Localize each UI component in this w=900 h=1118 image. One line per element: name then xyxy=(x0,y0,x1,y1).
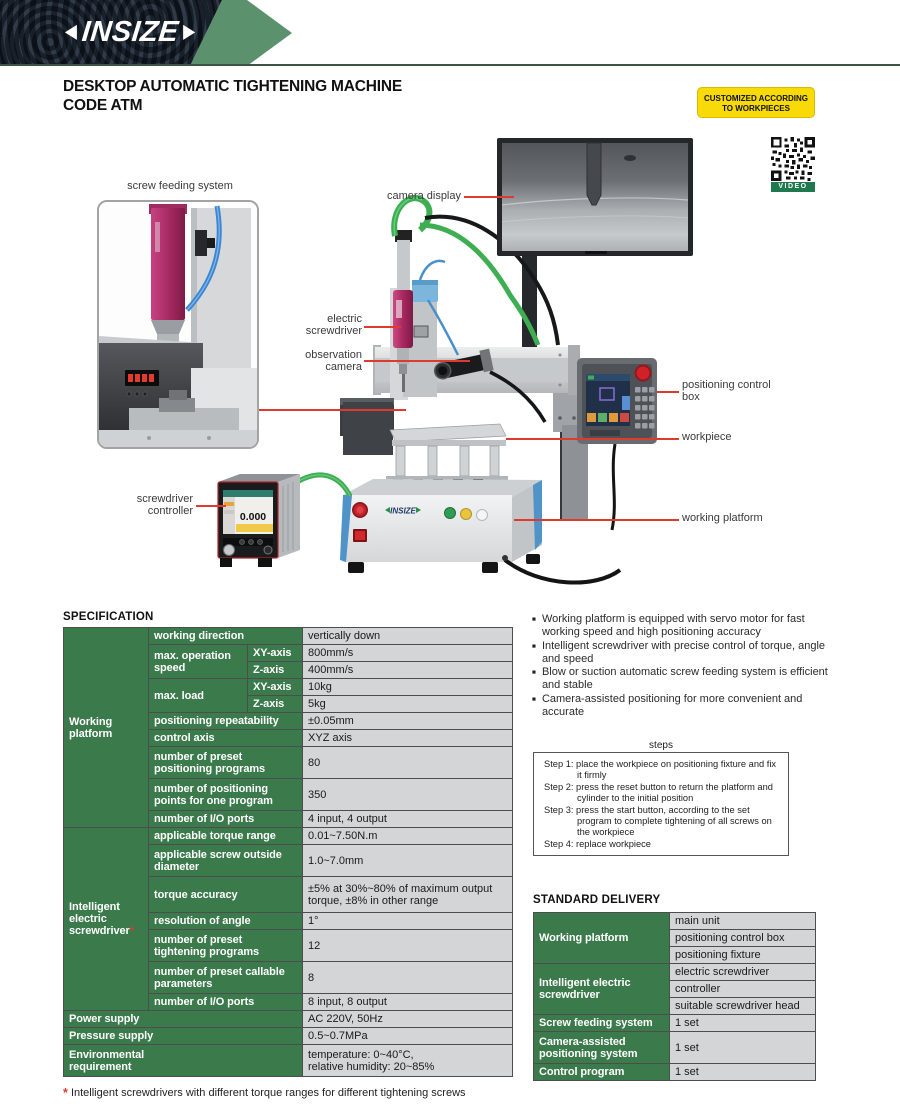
delivery-item: suitable screwdriver head xyxy=(670,998,816,1015)
spec-value: 4 input, 4 output xyxy=(303,811,513,828)
screwdriver-controller-graphic xyxy=(218,474,350,567)
spec-label: number of preset positioning programs xyxy=(149,747,303,779)
feature-text: Blow or suction automatic screw feeding system is efficient and stable xyxy=(541,666,828,691)
feature-item xyxy=(532,640,832,666)
product-figure xyxy=(90,130,810,600)
env-value-line1: temperature: 0~40°C, xyxy=(308,1048,414,1061)
spec-label: positioning repeatability xyxy=(149,713,303,730)
spec-value: 8 input, 8 output xyxy=(303,994,513,1011)
feature-text: Camera-assisted positioning for more convenient and accurate xyxy=(541,692,803,718)
spec-value: AC 220V, 50Hz xyxy=(303,1011,513,1028)
positioning-control-box-graphic xyxy=(577,358,657,530)
leader-screw-feeding-inset xyxy=(259,409,406,411)
delivery-item: main unit xyxy=(670,913,816,930)
delivery-item: positioning control box xyxy=(670,930,816,947)
leader-working-platform xyxy=(514,519,679,521)
spec-value: 0.5~0.7MPa xyxy=(303,1028,513,1045)
feature-item xyxy=(532,613,832,639)
callout-working-platform: working platform xyxy=(682,512,763,524)
step-item: Step 4: replace workpiece xyxy=(544,838,651,849)
page-title xyxy=(63,78,402,115)
spec-label: torque accuracy xyxy=(149,877,303,913)
standard-delivery-table xyxy=(533,912,816,1081)
spec-label-environment xyxy=(64,1045,303,1077)
spec-label-power-supply: Power supply xyxy=(64,1011,303,1028)
standard-delivery-title: STANDARD DELIVERY xyxy=(533,894,661,906)
delivery-item: controller xyxy=(670,981,816,998)
leader-positioning-control-box xyxy=(657,391,679,393)
env-value-line2: relative humidity: 20~85% xyxy=(308,1060,435,1073)
callout-observation-camera: observation camera xyxy=(305,349,362,373)
workpiece-fixture xyxy=(386,424,508,488)
screw-feeding-inset-image xyxy=(97,200,259,449)
brand-logo xyxy=(60,16,200,49)
spec-label: working direction xyxy=(149,628,303,645)
spec-value: 0.01~7.50N.m xyxy=(303,828,513,845)
spec-value: 1.0~7.0mm xyxy=(303,845,513,877)
env-label-line1: Environmental xyxy=(69,1048,145,1061)
spec-value: 400mm/s xyxy=(303,662,513,679)
camera-display-graphic xyxy=(497,138,693,256)
spec-label: number of I/O ports xyxy=(149,811,303,828)
bullet-icon: ■ xyxy=(532,616,536,623)
delivery-label: Camera-assisted positioning system xyxy=(534,1032,670,1064)
delivery-value: 1 set xyxy=(670,1015,816,1032)
spec-label: number of I/O ports xyxy=(149,994,303,1011)
bullet-icon: ■ xyxy=(532,642,536,650)
delivery-item: positioning fixture xyxy=(670,947,816,964)
badge-line2: TO WORKPIECES xyxy=(722,104,790,113)
spec-label: max. operation speed xyxy=(149,645,248,679)
spec-value: 800mm/s xyxy=(303,645,513,662)
footnote xyxy=(63,1086,466,1100)
feature-item xyxy=(532,666,832,692)
callout-workpiece: workpiece xyxy=(682,431,732,443)
delivery-group-screwdriver: Intelligent electric screwdriver xyxy=(534,964,670,1015)
steps-title: steps xyxy=(649,740,673,751)
bullet-icon: ■ xyxy=(532,669,536,676)
badge-line1: CUSTOMIZED ACCORDING xyxy=(704,94,808,103)
spec-value-environment xyxy=(303,1045,513,1077)
spec-value: 5kg xyxy=(303,696,513,713)
spec-value: 1° xyxy=(303,913,513,930)
logo-right-arrow-icon: ► xyxy=(179,18,200,46)
step-item: Step 2: press the reset button to return the platform and cylinder to the initial position xyxy=(544,781,773,804)
feature-text: Working platform is equipped with servo motor for fast working speed and high positioning accuracy xyxy=(541,613,805,638)
spec-value: ±5% at 30%~80% of maximum output torque, ±8% in other range xyxy=(303,877,513,913)
asterisk-mark: * xyxy=(63,1086,68,1100)
spec-value: 12 xyxy=(303,930,513,962)
spec-value: ±0.05mm xyxy=(303,713,513,730)
delivery-value: 1 set xyxy=(670,1064,816,1081)
delivery-item: electric screwdriver xyxy=(670,964,816,981)
spec-label-pressure-supply: Pressure supply xyxy=(64,1028,303,1045)
steps-box xyxy=(533,752,789,856)
spec-value: 350 xyxy=(303,779,513,811)
spec-group-working-platform: Working platform xyxy=(64,628,149,828)
spec-value: 8 xyxy=(303,962,513,994)
customized-badge xyxy=(697,87,815,118)
callout-electric-screwdriver: electric screwdriver xyxy=(305,313,362,337)
screw-feeding-illustration xyxy=(99,202,257,447)
spec-group-text: Intelligent electric screwdriver xyxy=(69,901,130,937)
header-divider xyxy=(0,64,900,66)
leader-camera-display xyxy=(464,196,514,198)
delivery-label: Screw feeding system xyxy=(534,1015,670,1032)
spec-sublabel: XY-axis xyxy=(248,679,303,696)
controller-display-value: 0.000 xyxy=(239,511,267,523)
brand-name: INSIZE xyxy=(80,16,180,48)
spec-value: 10kg xyxy=(303,679,513,696)
spec-value: vertically down xyxy=(303,628,513,645)
spec-label: applicable screw outside diameter xyxy=(149,845,303,877)
leader-workpiece xyxy=(506,438,679,440)
spec-sublabel: Z-axis xyxy=(248,662,303,679)
delivery-value: 1 set xyxy=(670,1032,816,1064)
specification-table xyxy=(63,627,513,1077)
leader-electric-screwdriver xyxy=(364,326,401,328)
spec-label: resolution of angle xyxy=(149,913,303,930)
spec-label: number of positioning points for one program xyxy=(149,779,303,811)
spec-value: 80 xyxy=(303,747,513,779)
page-title-line2: CODE ATM xyxy=(63,96,143,114)
env-label-line2: requirement xyxy=(69,1060,132,1073)
spec-value: XYZ axis xyxy=(303,730,513,747)
platform-brand-text: INSIZE xyxy=(390,506,416,516)
spec-group-intelligent-screwdriver xyxy=(64,828,149,1011)
step-item: Step 3: press the start button, according to the set program to complete tightening of all screws on the workpiece xyxy=(544,804,772,838)
delivery-group-working-platform: Working platform xyxy=(534,913,670,964)
callout-screw-feeding-system: screw feeding system xyxy=(127,180,233,192)
step-item: Step 1: place the workpiece on positioning fixture and fix it firmly xyxy=(544,759,777,781)
callout-screwdriver-controller: screwdriver controller xyxy=(136,493,193,517)
leader-observation-camera xyxy=(364,360,470,362)
logo-left-arrow-icon: ◄ xyxy=(61,18,81,46)
leader-screwdriver-controller xyxy=(196,505,226,507)
bullet-icon: ■ xyxy=(532,695,536,703)
spec-label: applicable torque range xyxy=(149,828,303,845)
spec-label: max. load xyxy=(149,679,248,713)
page-title-line1: DESKTOP AUTOMATIC TIGHTENING MACHINE xyxy=(63,78,402,95)
callout-camera-display: camera display xyxy=(387,190,461,202)
video-label[interactable]: VIDEO xyxy=(771,182,815,192)
specification-title: SPECIFICATION xyxy=(63,611,154,623)
callout-positioning-control-box: positioning control box xyxy=(682,379,771,403)
feature-item xyxy=(532,693,832,719)
asterisk-mark: * xyxy=(129,925,134,937)
spec-label: number of preset tightening programs xyxy=(149,930,303,962)
spec-sublabel: Z-axis xyxy=(248,696,303,713)
footnote-text: Intelligent screwdrivers with different torque ranges for different tightening screws xyxy=(70,1087,466,1099)
spec-label: number of preset callable parameters xyxy=(149,962,303,994)
feature-text: Intelligent screwdriver with precise control of torque, angle and speed xyxy=(541,639,826,665)
feature-list xyxy=(532,613,832,719)
spec-sublabel: XY-axis xyxy=(248,645,303,662)
delivery-label: Control program xyxy=(534,1064,670,1081)
spec-label: control axis xyxy=(149,730,303,747)
